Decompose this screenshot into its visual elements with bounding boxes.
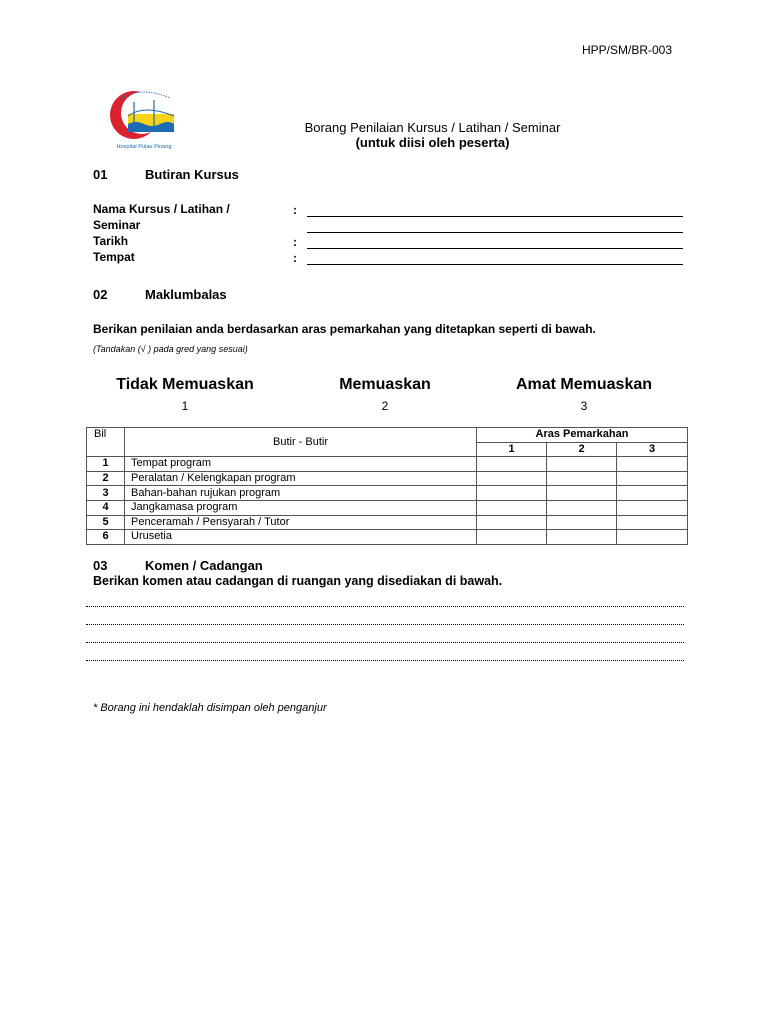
footnote: * Borang ini hendaklah disimpan oleh penganjur [93, 702, 327, 714]
table-row [87, 500, 688, 515]
field-label-venue: Tempat [93, 250, 135, 264]
field-label-course-name-cont: Seminar [93, 218, 141, 232]
score-cell-2[interactable] [547, 471, 617, 486]
table-row [87, 471, 688, 486]
table-row [87, 486, 688, 501]
section-number: 03 [93, 558, 108, 573]
header-items: Butir - Butir [125, 428, 477, 457]
table-row [87, 530, 688, 545]
row-number: 5 [87, 515, 125, 530]
score-cell-3[interactable] [617, 530, 688, 545]
field-label-course-name: Nama Kursus / Latihan / [93, 202, 230, 216]
row-item: Penceramah / Pensyarah / Tutor [125, 515, 477, 530]
section-number: 01 [93, 167, 108, 182]
field-colon: : [293, 203, 297, 217]
score-cell-3[interactable] [617, 457, 688, 472]
score-cell-1[interactable] [477, 471, 547, 486]
scale-value-1: 1 [181, 399, 189, 413]
score-cell-2[interactable] [547, 486, 617, 501]
form-title-line2: (untuk diisi oleh peserta) [355, 135, 510, 150]
row-number: 4 [87, 500, 125, 515]
course-name-line[interactable] [307, 216, 683, 217]
scale-label-very-satisfactory: Amat Memuaskan [515, 376, 653, 393]
table-row [87, 515, 688, 530]
row-item: Peralatan / Kelengkapan program [125, 471, 477, 486]
score-cell-2[interactable] [547, 500, 617, 515]
section-number: 02 [93, 287, 108, 302]
tick-note: (Tandakan (√ ) pada gred yang sesuai) [93, 344, 248, 354]
field-colon: : [293, 235, 297, 249]
header-score-group: Aras Pemarkahan [477, 428, 688, 443]
venue-line[interactable] [307, 264, 683, 265]
row-number: 3 [87, 486, 125, 501]
form-title-line1: Borang Penilaian Kursus / Latihan / Seminar [304, 120, 561, 135]
score-cell-3[interactable] [617, 486, 688, 501]
row-number: 2 [87, 471, 125, 486]
hospital-logo [104, 86, 184, 154]
scale-value-2: 2 [381, 399, 389, 413]
rating-instruction: Berikan penilaian anda berdasarkan aras pemarkahan yang ditetapkan seperti di bawah. [93, 322, 596, 336]
course-name-line-2[interactable] [307, 232, 683, 233]
section-title: Butiran Kursus [145, 167, 239, 182]
scale-label-unsatisfactory: Tidak Memuaskan [116, 376, 254, 393]
form-title [200, 120, 665, 150]
comment-instruction: Berikan komen atau cadangan di ruangan yang disediakan di bawah. [93, 574, 503, 588]
header-score-1: 1 [477, 442, 547, 457]
row-item: Tempat program [125, 457, 477, 472]
header-bil: Bil [87, 428, 125, 457]
comment-line-2[interactable] [86, 624, 684, 625]
score-cell-1[interactable] [477, 515, 547, 530]
logo-text: Hospital Pulau Pinang [116, 144, 172, 150]
row-item: Bahan-bahan rujukan program [125, 486, 477, 501]
row-number: 1 [87, 457, 125, 472]
document-reference: HPP/SM/BR-003 [582, 43, 673, 57]
score-cell-1[interactable] [477, 486, 547, 501]
section-title: Komen / Cadangan [145, 558, 263, 573]
score-cell-3[interactable] [617, 500, 688, 515]
table-row [87, 457, 688, 472]
score-cell-2[interactable] [547, 515, 617, 530]
scale-label-satisfactory: Memuaskan [339, 376, 431, 393]
row-item: Urusetia [125, 530, 477, 545]
score-cell-3[interactable] [617, 515, 688, 530]
rating-table [86, 427, 688, 545]
score-cell-2[interactable] [547, 457, 617, 472]
score-cell-3[interactable] [617, 471, 688, 486]
score-cell-2[interactable] [547, 530, 617, 545]
section-title: Maklumbalas [145, 287, 227, 302]
comment-line-4[interactable] [86, 660, 684, 661]
header-score-3: 3 [617, 442, 688, 457]
field-colon: : [293, 251, 297, 265]
score-cell-1[interactable] [477, 530, 547, 545]
row-item: Jangkamasa program [125, 500, 477, 515]
row-number: 6 [87, 530, 125, 545]
score-cell-1[interactable] [477, 500, 547, 515]
comment-line-3[interactable] [86, 642, 684, 643]
date-line[interactable] [307, 248, 683, 249]
scale-value-3: 3 [580, 399, 588, 413]
field-label-date: Tarikh [93, 234, 129, 248]
score-cell-1[interactable] [477, 457, 547, 472]
comment-line-1[interactable] [86, 606, 684, 607]
header-score-2: 2 [547, 442, 617, 457]
